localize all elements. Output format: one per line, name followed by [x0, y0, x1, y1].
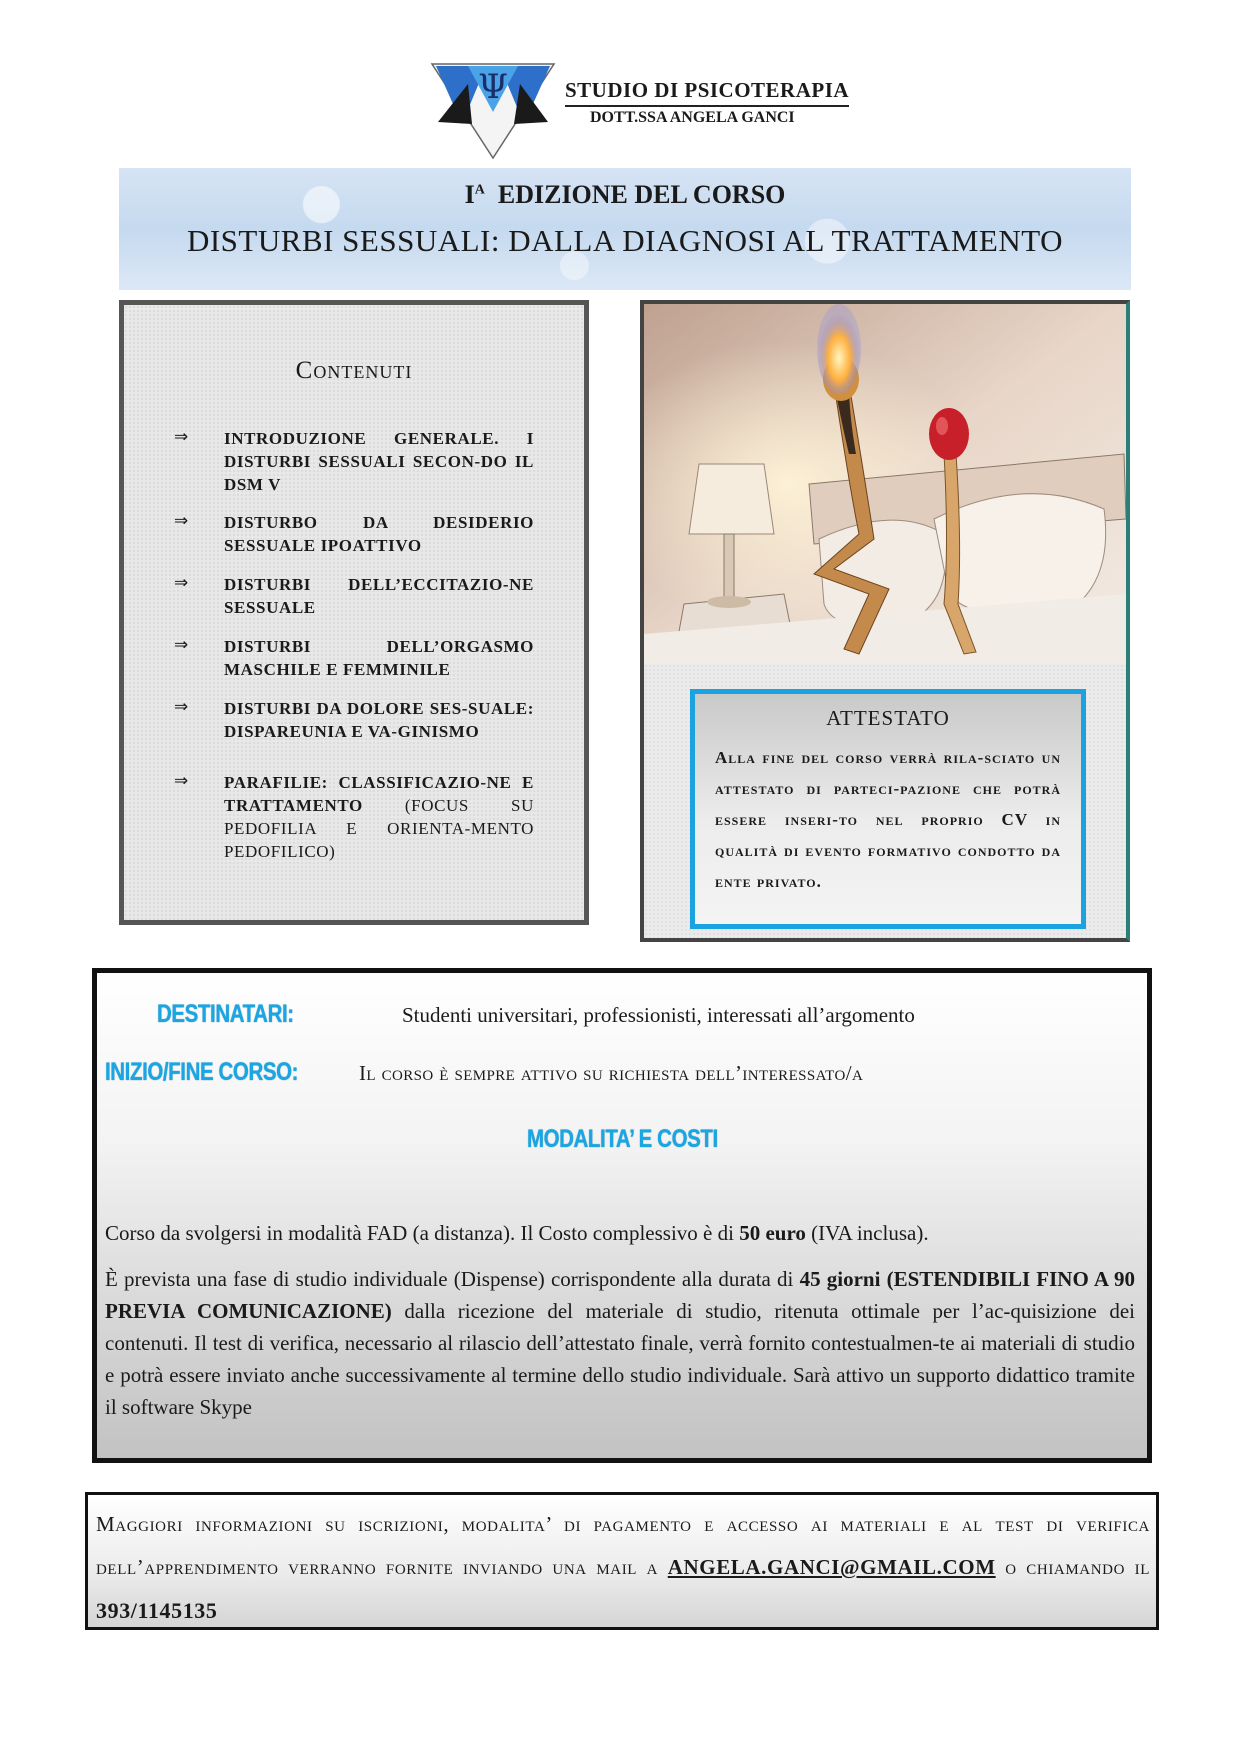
info-panel	[92, 968, 1152, 1463]
burning-matches-bedroom-image	[644, 304, 1126, 664]
arrow-icon: ⇒	[174, 427, 189, 447]
image-panel	[640, 300, 1130, 942]
study-paragraph: È prevista una fase di studio individuale (Dispense) corrispondente alla durata di 45 giorni (ESTENDIBILI FINO A 90 PREVIA COMUNICAZIONE) dalla ricezione del materiale di studio, ritenuta ottimale per l’ac-quisizione dei contenuti. Il test di verifica, necessario al rilascio dell’attestato finale, verrà fornito contestualmen-te ai materiali di studio e potrà essere inviato anche successivamente al termine dello studio individuale. Sarà attivo un supporto didattico tramite il software Skype	[105, 1267, 1136, 1419]
course-dates-value: Il corso è sempre attivo su richiesta dell’interessato/a	[359, 1061, 864, 1085]
destinatari-value: Studenti universitari, professionisti, interessati all’argomento	[402, 1003, 915, 1027]
contents-item-text: PARAFILIE: CLASSIFICAZIO-NE E TRATTAMENTO (FOCUS SU PEDOFILIA E ORIENTA-MENTO PEDOFILICO)	[224, 773, 534, 861]
course-dates-label: INIZIO/FINE CORSO:	[105, 1058, 299, 1086]
contents-item-text: DISTURBO DA DESIDERIO SESSUALE IPOATTIVO	[224, 513, 534, 555]
psi-triangle-logo	[428, 54, 558, 162]
svg-text:Ψ: Ψ	[478, 67, 508, 107]
contents-item-text: DISTURBI DELL’ECCITAZIO-NE SESSUALE	[224, 575, 534, 617]
edition-sup: A	[474, 182, 485, 198]
contents-title: Contenuti	[295, 357, 413, 384]
contents-panel	[119, 300, 589, 925]
attestato-title: ATTESTATO	[826, 706, 950, 730]
price: 50 euro	[739, 1221, 806, 1245]
contents-item-text: INTRODUZIONE GENERALE. I DISTURBI SESSUALI SECON-DO IL DSM V	[224, 429, 534, 494]
doctor-name: DOTT.SSA ANGELA GANCI	[590, 109, 795, 126]
studio-name: STUDIO DI PSICOTERAPIA	[565, 78, 849, 107]
edition-text: EDIZIONE DEL CORSO	[497, 180, 786, 209]
duration: 45 giorni (ESTENDIBILI FINO A 90 PREVIA COMUNICAZIONE)	[105, 1267, 1136, 1323]
contact-text: Maggiori informazioni su iscrizioni, modalita’ di pagamento e accesso ai materiali e al test di verifica dell’apprendimento verranno fornite inviando una mail a ANGELA.GANCI@GMAIL.COM o chiamando il 393/1145135	[96, 1512, 1151, 1623]
arrow-icon: ⇒	[174, 511, 189, 531]
arrow-icon: ⇒	[174, 573, 189, 593]
edition-prefix: I	[464, 180, 475, 209]
contents-item-text: DISTURBI DA DOLORE SES-SUALE: DISPAREUNIA E VA-GINISMO	[224, 699, 534, 741]
email-link[interactable]: ANGELA.GANCI@GMAIL.COM	[667, 1555, 996, 1579]
cost-paragraph: Corso da svolgersi in modalità FAD (a distanza). Il Costo complessivo è di 50 euro (IVA inclusa).	[105, 1221, 929, 1245]
arrow-icon: ⇒	[174, 635, 189, 655]
attestato-text: Alla fine del corso verrà rila-sciato un attestato di parteci-pazione che potrà essere inseri-to nel proprio CV in qualità di evento formativo condotto da ente privato.	[715, 748, 1061, 891]
title-banner	[119, 168, 1131, 290]
arrow-icon: ⇒	[174, 771, 189, 791]
arrow-icon: ⇒	[174, 697, 189, 717]
attestato-box	[690, 689, 1086, 929]
contact-panel	[85, 1492, 1159, 1630]
destinatari-label: DESTINATARI:	[157, 1000, 294, 1028]
course-title: DISTURBI SESSUALI: DALLA DIAGNOSI AL TRATTAMENTO	[186, 223, 1064, 258]
edition-heading	[119, 180, 1131, 210]
modalita-heading: MODALITA’ E COSTI	[526, 1125, 718, 1153]
phone-number[interactable]: 393/1145135	[96, 1598, 218, 1623]
contents-item-text: DISTURBI DELL’ORGASMO MASCHILE E FEMMINILE	[224, 637, 534, 679]
